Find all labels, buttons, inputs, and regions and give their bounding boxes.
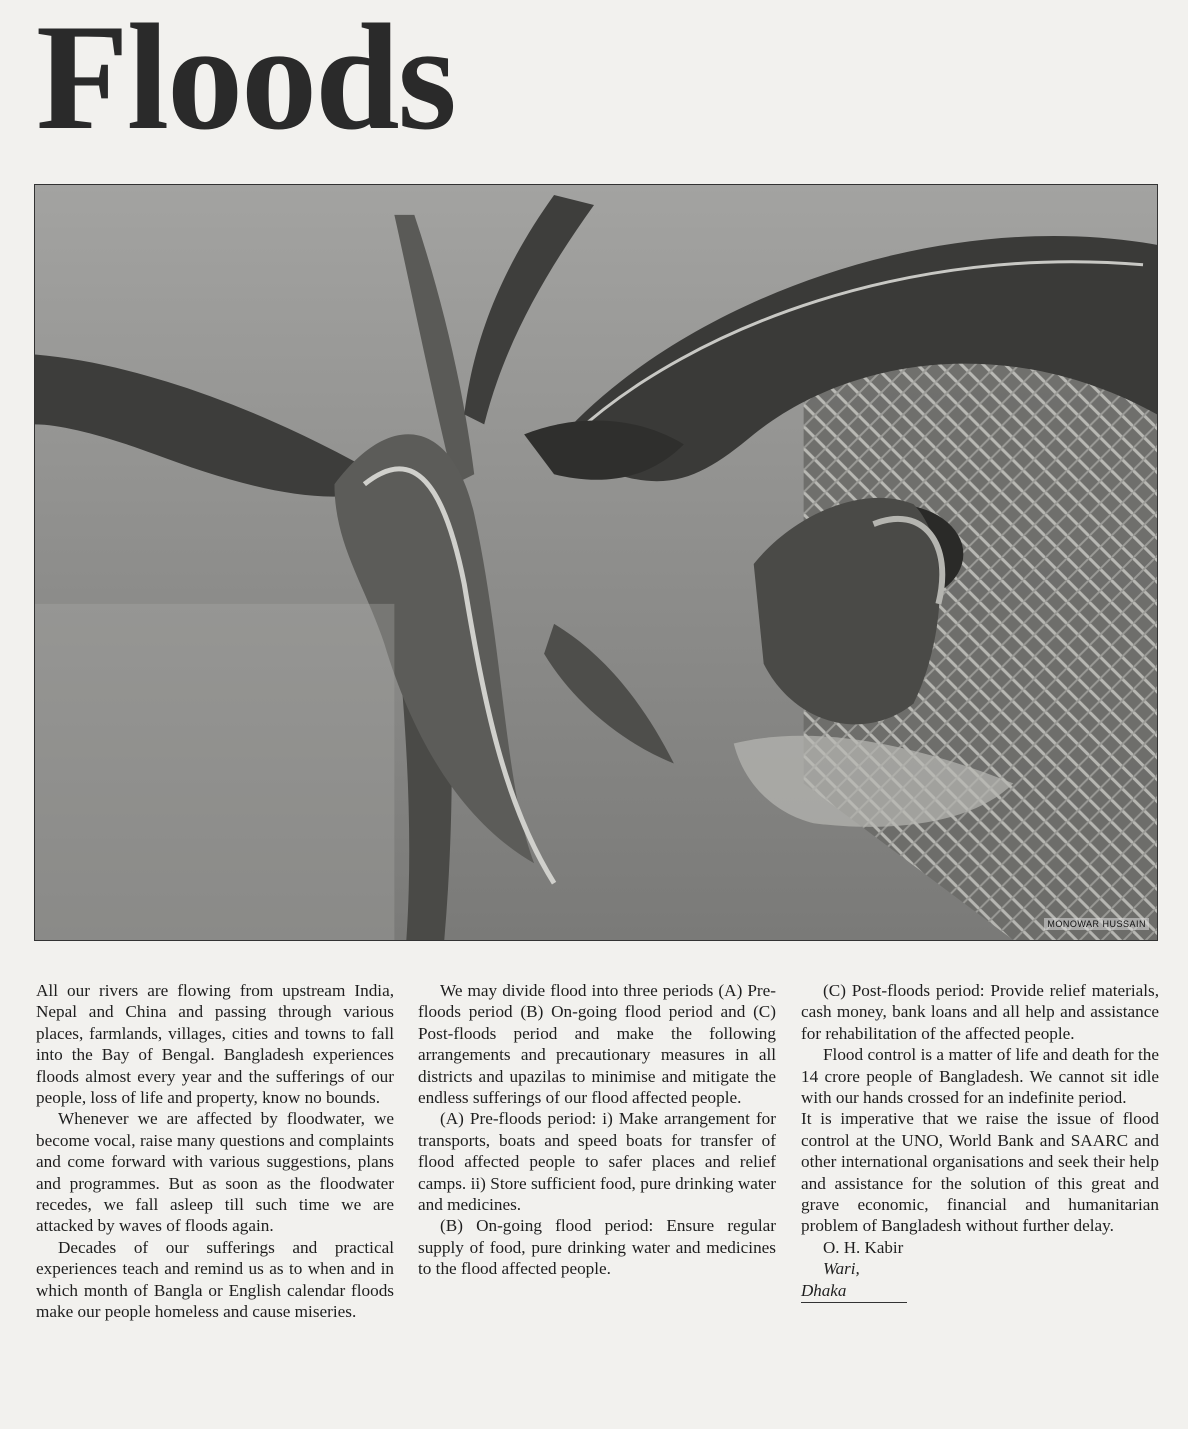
paragraph: Whenever we are affected by floodwater, we become vocal, raise many questions and complaints and come forward with various suggestions, plans and programmes. But as soon as the floodwater recedes, we fall asleep till such time we are attacked by waves of floods again. (36, 1109, 394, 1236)
author-location: Wari, Dhaka (801, 1258, 907, 1303)
column-2 (418, 980, 776, 1280)
paragraph: (B) On-going flood period: Ensure regular supply of food, pure drinking water and medicines to the flood affected people. (418, 1216, 776, 1279)
article-body (36, 980, 1160, 1420)
paragraph: All our rivers are flowing from upstream India, Nepal and China and passing through various places, farmlands, villages, cities and towns to fall into the Bay of Bengal. Bangladesh experiences floods almost every year and the sufferings of our people, loss of life and property, know no bounds. (36, 981, 394, 1108)
article-title: Floods (36, 0, 455, 161)
column-3 (801, 980, 1159, 1303)
flood-photo-illustration (35, 185, 1157, 940)
paragraph: Decades of our sufferings and practical experiences teach and remind us as to when and in which month of Bangla or English calendar floods make our people homeless and cause miseries. (36, 1237, 394, 1322)
author-name: O. H. Kabir (823, 1237, 904, 1257)
paragraph: It is imperative that we raise the issue of flood control at the UNO, World Bank and SAARC and other international organisations and seek their help and assistance for the solution of this great and grave economic, financial and humanitarian problem of Bangladesh without further delay. (801, 1109, 1159, 1236)
column-1 (36, 980, 394, 1323)
paragraph: We may divide flood into three periods (A) Pre-floods period (B) On-going flood period and (C) Post-floods period and make the following arrangements and precautionary measures in all districts and upazilas to minimise and mitigate the endless sufferings of our flood affected people. (418, 981, 776, 1108)
paragraph: (C) Post-floods period: Provide relief materials, cash money, bank loans and all help and assistance for rehabilitation of the affected people. (801, 981, 1159, 1043)
flood-photo (34, 184, 1158, 941)
photo-credit: MONOWAR HUSSAIN (1044, 918, 1149, 930)
paragraph: Flood control is a matter of life and death for the 14 crore people of Bangladesh. We cannot sit idle with our hands crossed for an indefinite period. (801, 1045, 1159, 1108)
paragraph: (A) Pre-floods period: i) Make arrangement for transports, boats and speed boats for transfer of flood affected people to safer places and relief camps. ii) Store sufficient food, pure drinking water and medicines. (418, 1109, 776, 1215)
